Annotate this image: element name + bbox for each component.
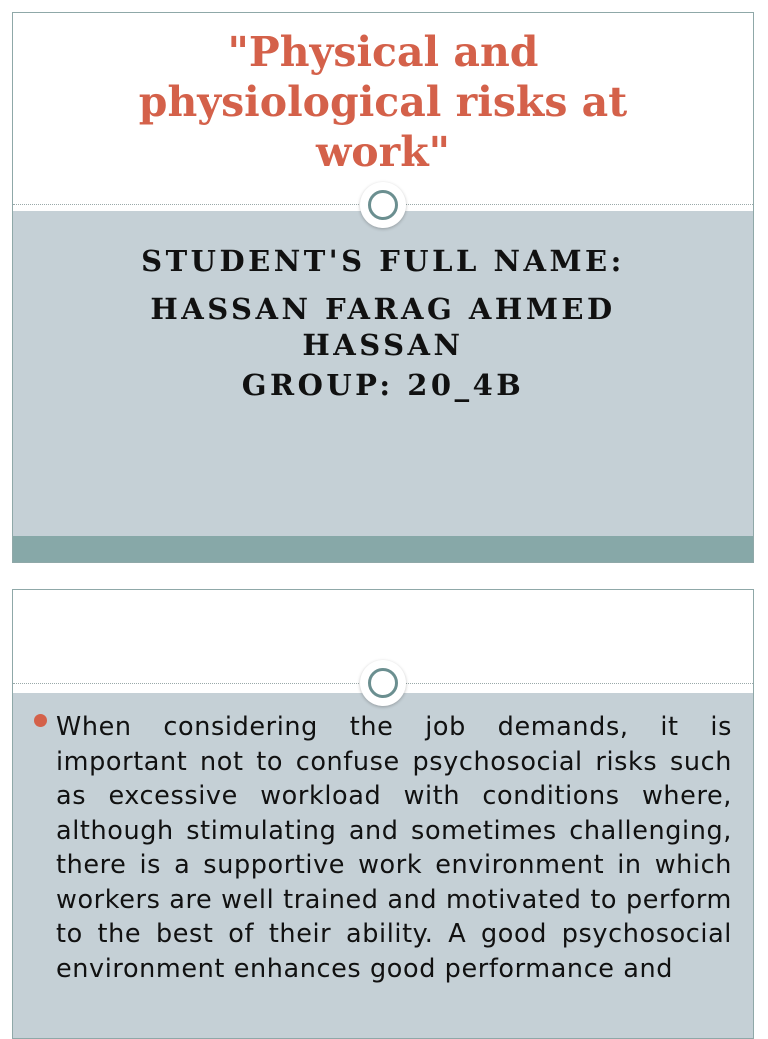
student-name: HASSAN FARAG AHMED HASSAN (150, 292, 616, 362)
student-label: STUDENT'S FULL NAME: (141, 244, 625, 278)
group-label: GROUP: 20_4B (241, 368, 525, 402)
title-slide (12, 12, 754, 563)
slide-title: "Physical and physiological risks at work" (138, 28, 628, 176)
bullet-paragraph: When considering the job demands, it is important not to confuse psychosocial risks such as excessive workload with conditions where, although stimulating and sometimes challenging, there is a supportive work environment in which workers are well trained and motivated to perform to the best of their ability. A good psychosocial environment enhances good performance and (56, 712, 732, 984)
student-info (13, 241, 753, 405)
title-area (13, 13, 753, 177)
content-slide (12, 589, 754, 1039)
title-area (13, 590, 753, 604)
ring-icon (360, 660, 406, 706)
bottom-band (13, 536, 753, 562)
bullet-icon (34, 714, 47, 727)
ring-icon (360, 182, 406, 228)
